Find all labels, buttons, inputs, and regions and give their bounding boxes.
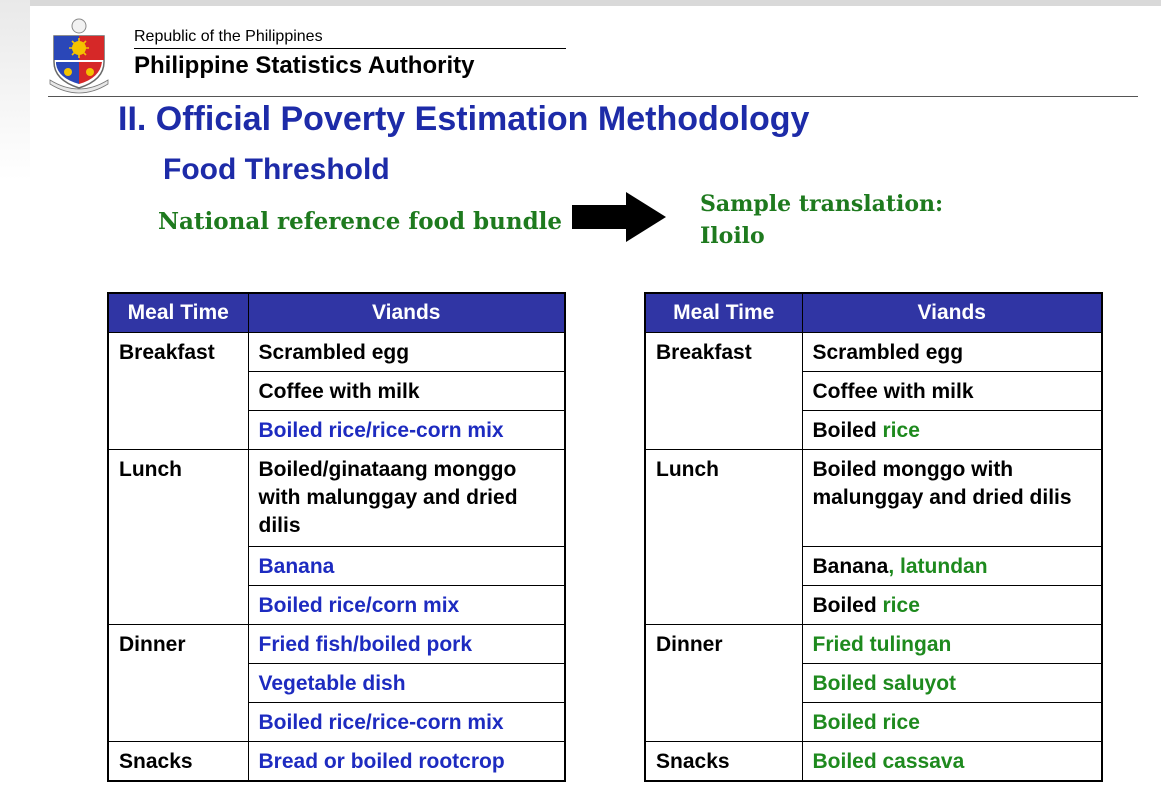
viand-cell: Boiled rice/corn mix (248, 586, 565, 625)
viand-text-translated: rice (876, 594, 920, 617)
viand-text-base: Boiled (812, 419, 877, 442)
viand-text-base: Boiled (812, 594, 877, 617)
table-row (645, 742, 1102, 782)
right-arrow-icon (572, 192, 666, 242)
table-header-row (108, 293, 565, 333)
table-row (108, 450, 565, 547)
agency-name: Philippine Statistics Authority (134, 52, 475, 79)
viand-cell (802, 411, 1102, 450)
meal-dinner: Dinner (108, 625, 248, 742)
viand-cell: Boiled monggo with malunggay and dried dilis (802, 450, 1102, 547)
viand-cell: Vegetable dish (248, 664, 565, 703)
viand-cell: Scrambled egg (802, 333, 1102, 372)
meal-snacks: Snacks (108, 742, 248, 782)
viand-cell: Boiled cassava (802, 742, 1102, 782)
meal-breakfast: Breakfast (645, 333, 802, 450)
country-name: Republic of the Philippines (134, 28, 323, 45)
viand-cell: Fried fish/boiled pork (248, 625, 565, 664)
viand-cell: Boiled rice/rice-corn mix (248, 703, 565, 742)
viand-cell (802, 586, 1102, 625)
top-edge (0, 0, 1161, 6)
iloilo-translation-table (644, 292, 1103, 782)
national-bundle-caption: National reference food bundle (158, 208, 563, 235)
meal-lunch: Lunch (645, 450, 802, 625)
viand-cell: Coffee with milk (248, 372, 565, 411)
table-row (108, 742, 565, 782)
philippine-seal-icon (46, 14, 112, 94)
table-row (108, 333, 565, 372)
viand-cell: Scrambled egg (248, 333, 565, 372)
sample-translation-line2: Iloilo (700, 223, 765, 249)
viand-text-base: Banana (812, 555, 889, 578)
viand-cell: Boiled rice (802, 703, 1102, 742)
meal-dinner: Dinner (645, 625, 802, 742)
viand-cell: Banana (248, 547, 565, 586)
sample-translation-caption (700, 188, 943, 252)
viand-cell: Coffee with milk (802, 372, 1102, 411)
agency-divider (134, 48, 566, 49)
header-divider (48, 96, 1138, 97)
header-viands: Viands (802, 293, 1102, 333)
slide-title: II. Official Poverty Estimation Methodology (118, 100, 810, 138)
viand-cell: Boiled rice/rice-corn mix (248, 411, 565, 450)
viand-cell: Fried tulingan (802, 625, 1102, 664)
table-row (108, 625, 565, 664)
meal-breakfast: Breakfast (108, 333, 248, 450)
viand-text-translated: , latundan (888, 555, 988, 578)
meal-snacks: Snacks (645, 742, 802, 782)
viand-text-translated: rice (876, 419, 920, 442)
left-edge-shade (0, 0, 30, 180)
viand-cell: Boiled saluyot (802, 664, 1102, 703)
national-food-bundle-table (107, 292, 566, 782)
meal-lunch: Lunch (108, 450, 248, 625)
header-meal-time: Meal Time (645, 293, 802, 333)
table-row (645, 625, 1102, 664)
header-viands: Viands (248, 293, 565, 333)
header-meal-time: Meal Time (108, 293, 248, 333)
viand-cell: Bread or boiled rootcrop (248, 742, 565, 782)
slide-subtitle: Food Threshold (163, 153, 390, 186)
table-header-row (645, 293, 1102, 333)
table-row (645, 333, 1102, 372)
viand-cell: Boiled/ginataang monggo with malunggay and dried dilis (248, 450, 565, 547)
table-row (645, 450, 1102, 547)
sample-translation-line1: Sample translation: (700, 191, 944, 217)
viand-cell (802, 547, 1102, 586)
